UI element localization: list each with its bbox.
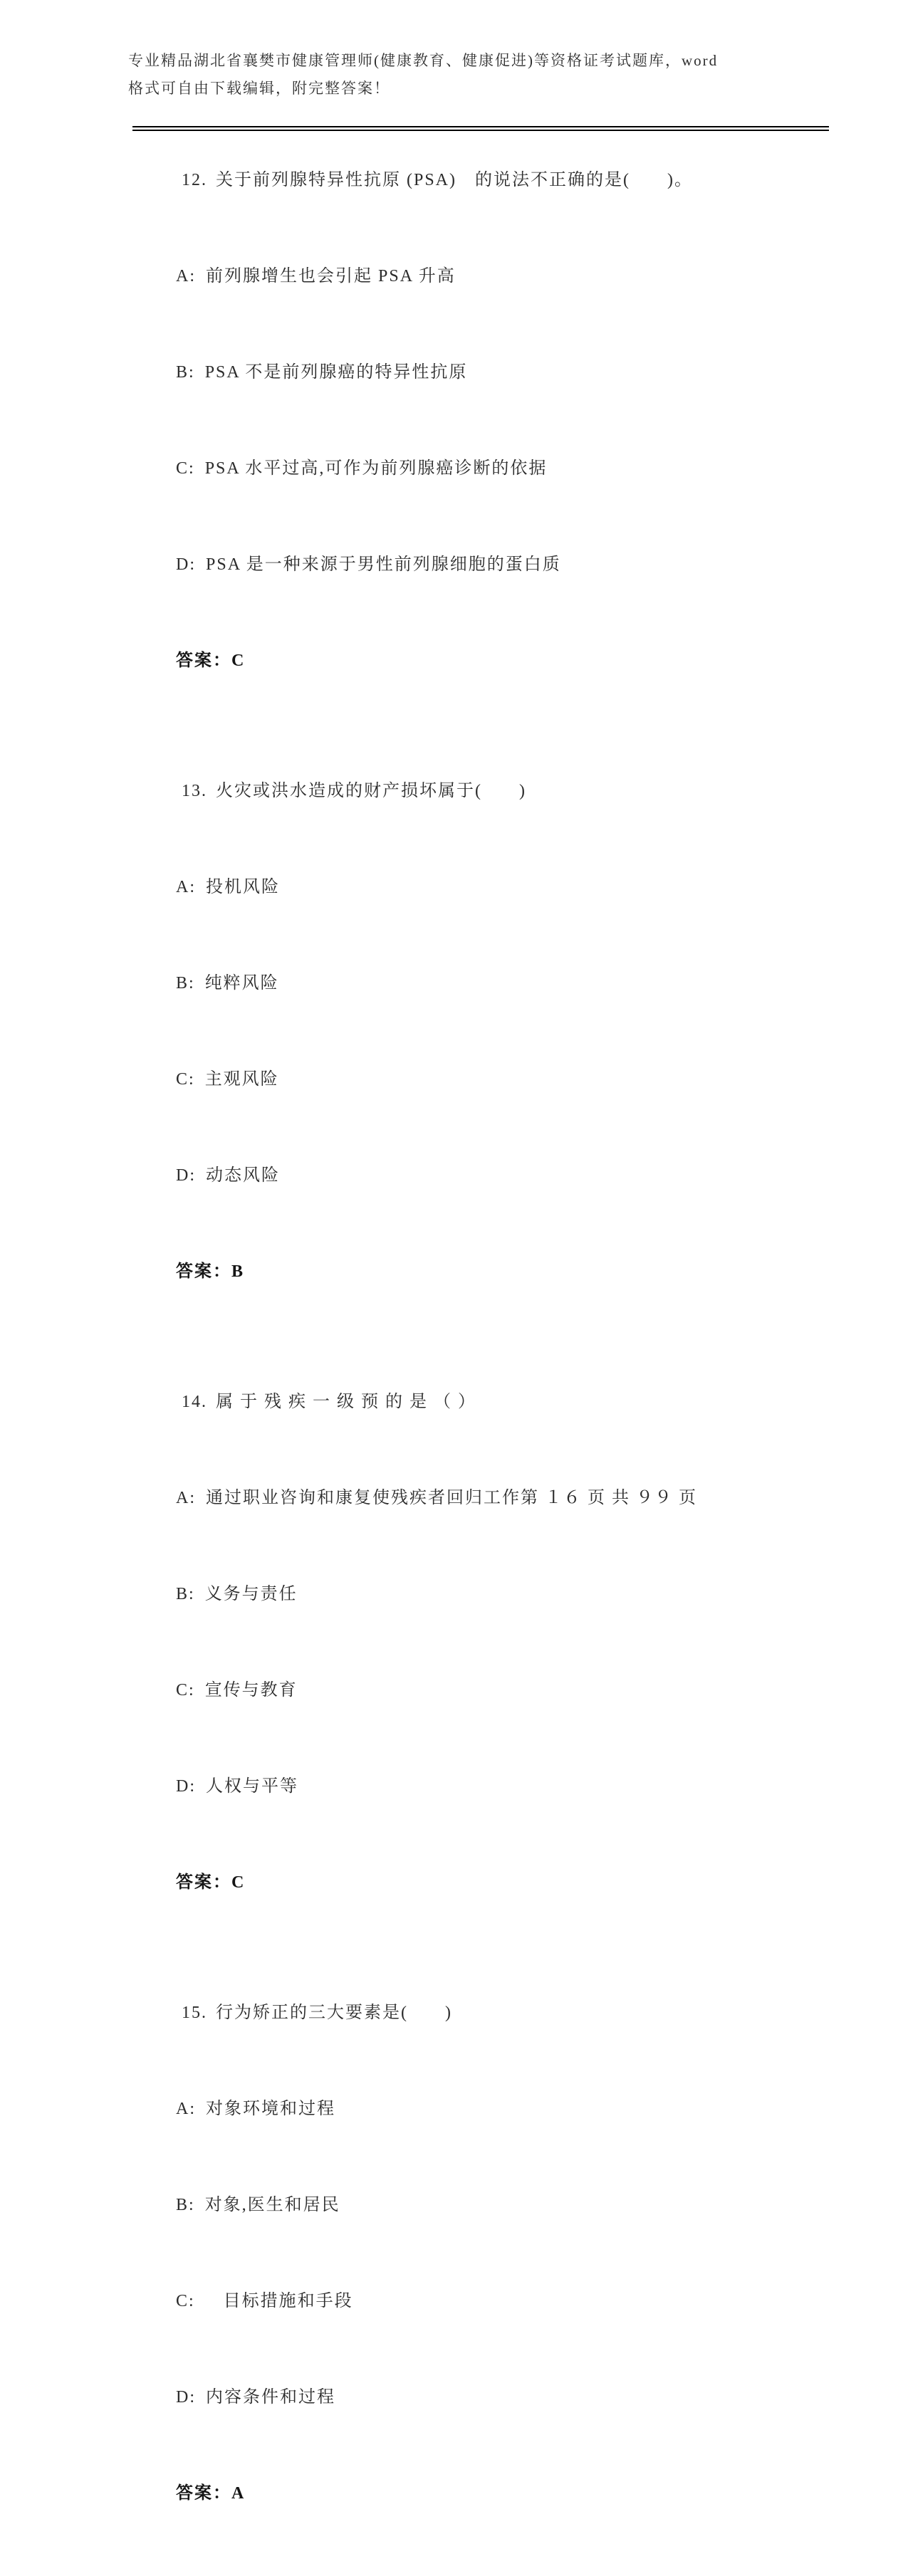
option-label: C: bbox=[176, 2292, 195, 2310]
question-block-15 bbox=[130, 1965, 832, 2542]
question-stem-text: 行为矫正的三大要素是( ) bbox=[216, 2004, 452, 2022]
option-label: A: bbox=[176, 878, 196, 896]
question-stem bbox=[130, 743, 832, 839]
answer-value: A bbox=[231, 2484, 246, 2503]
header-text-line1: 专业精品湖北省襄樊市健康管理师(健康教育、健康促进)等资格证考试题库，word bbox=[128, 52, 719, 69]
option-label: B: bbox=[176, 974, 195, 993]
question-stem-text: 火灾或洪水造成的财产损坏属于( ) bbox=[216, 782, 526, 800]
option-label: B: bbox=[176, 1585, 195, 1603]
option-c bbox=[130, 2253, 832, 2350]
option-text: 目标措施和手段 bbox=[204, 2292, 353, 2310]
question-stem bbox=[130, 132, 832, 229]
option-text: 通过职业咨询和康复使残疾者回归工作第 １６ 页 共 ９９ 页 bbox=[206, 1489, 697, 1507]
option-c bbox=[130, 421, 832, 517]
option-d bbox=[130, 1128, 832, 1224]
answer-value: B bbox=[231, 1262, 245, 1281]
option-text: 纯粹风险 bbox=[204, 974, 279, 993]
answer-value: C bbox=[231, 651, 246, 670]
question-block-14 bbox=[130, 1354, 832, 1931]
option-label: A: bbox=[176, 2100, 196, 2118]
option-text: 义务与责任 bbox=[204, 1585, 298, 1603]
option-label: D: bbox=[176, 1166, 196, 1185]
option-text: 动态风险 bbox=[206, 1166, 280, 1185]
option-text: 人权与平等 bbox=[206, 1777, 298, 1796]
header-text-line2: 格式可自由下载编辑，附完整答案！ bbox=[128, 80, 390, 97]
option-label: D: bbox=[176, 2388, 196, 2407]
question-number: 13. bbox=[182, 782, 207, 800]
option-label: C: bbox=[176, 1070, 195, 1089]
option-a bbox=[130, 1450, 832, 1546]
answer-label: 答案： bbox=[176, 1262, 231, 1281]
option-b bbox=[130, 325, 832, 421]
option-text: PSA 是一种来源于男性前列腺细胞的蛋白质 bbox=[206, 555, 561, 574]
option-text: 对象环境和过程 bbox=[206, 2100, 335, 2118]
option-text: 宣传与教育 bbox=[204, 1681, 298, 1700]
answer-label: 答案： bbox=[176, 2484, 231, 2503]
question-number: 12. bbox=[182, 171, 207, 189]
answer-line bbox=[130, 613, 832, 709]
question-stem bbox=[130, 1965, 832, 2061]
option-b bbox=[130, 1546, 832, 1643]
exam-header bbox=[128, 47, 815, 103]
option-text: 对象,医生和居民 bbox=[204, 2196, 340, 2214]
question-stem-text: 属 于 残 疾 一 级 预 的 是 （ ） bbox=[216, 1393, 476, 1411]
option-c bbox=[130, 1032, 832, 1128]
option-label: C: bbox=[176, 459, 195, 478]
question-block-12 bbox=[130, 132, 832, 709]
option-d bbox=[130, 2350, 832, 2446]
answer-line bbox=[130, 1835, 832, 1931]
option-text: 投机风险 bbox=[206, 878, 280, 896]
option-b bbox=[130, 936, 832, 1032]
option-label: D: bbox=[176, 555, 196, 574]
option-b bbox=[130, 2157, 832, 2253]
answer-line bbox=[130, 1224, 832, 1320]
questions-area bbox=[130, 132, 832, 2576]
option-a bbox=[130, 2061, 832, 2157]
option-text: PSA 不是前列腺癌的特异性抗原 bbox=[204, 363, 468, 382]
answer-label: 答案： bbox=[176, 651, 231, 670]
answer-line bbox=[130, 2446, 832, 2542]
answer-label: 答案： bbox=[176, 1873, 231, 1892]
option-c bbox=[130, 1643, 832, 1739]
option-a bbox=[130, 839, 832, 936]
answer-value: C bbox=[231, 1873, 246, 1892]
header-double-rule bbox=[132, 126, 829, 131]
option-a bbox=[130, 229, 832, 325]
option-text: 主观风险 bbox=[204, 1070, 279, 1089]
question-block-13 bbox=[130, 743, 832, 1320]
option-label: B: bbox=[176, 2196, 195, 2214]
option-label: A: bbox=[176, 1489, 196, 1507]
option-d bbox=[130, 1739, 832, 1835]
option-d bbox=[130, 517, 832, 613]
option-text: 前列腺增生也会引起 PSA 升高 bbox=[206, 267, 456, 286]
option-text: PSA 水平过高,可作为前列腺癌诊断的依据 bbox=[204, 459, 548, 478]
question-number: 14. bbox=[182, 1393, 207, 1411]
option-label: D: bbox=[176, 1777, 196, 1796]
question-stem bbox=[130, 1354, 832, 1450]
option-label: C: bbox=[176, 1681, 195, 1700]
question-number: 15. bbox=[182, 2004, 207, 2022]
question-stem-text: 关于前列腺特异性抗原 (PSA) 的说法不正确的是( )。 bbox=[216, 171, 693, 189]
option-text: 内容条件和过程 bbox=[206, 2388, 335, 2407]
option-label: A: bbox=[176, 267, 196, 286]
option-label: B: bbox=[176, 363, 195, 382]
